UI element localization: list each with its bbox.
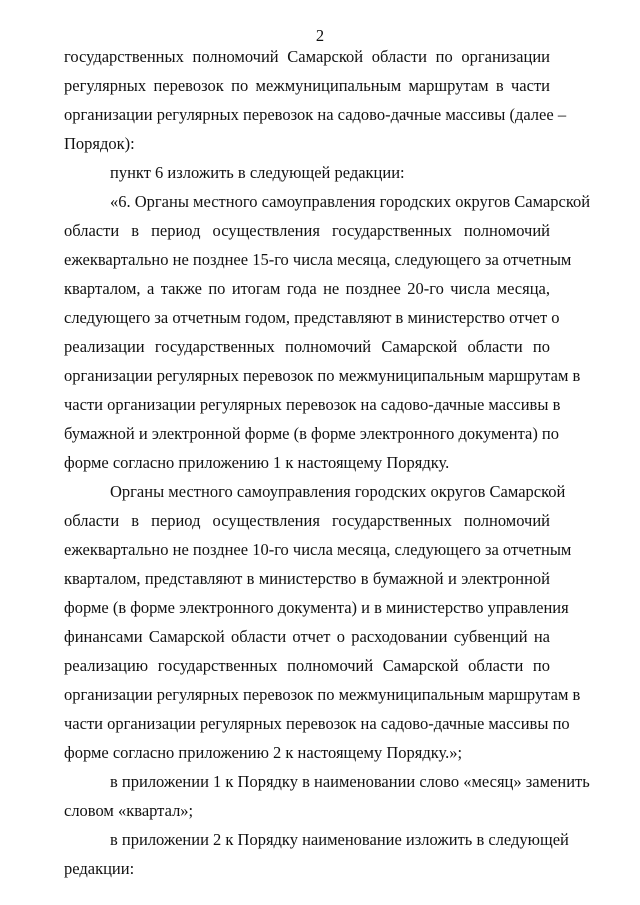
text-line: Порядок): [64,134,135,153]
text-line: редакции: [64,859,135,878]
text-line: форме согласно приложению 2 к настоящему Порядку.»; [64,743,463,762]
text-line: организации регулярных перевозок на садово-дачные массивы (далее – [64,105,567,124]
text-line: части организации регулярных перевозок на садово-дачные массивы по [64,714,570,733]
text-line: области в период осуществления государственных полномочий [64,221,550,240]
text-line: словом «квартал»; [64,801,194,820]
text-line: части организации регулярных перевозок на садово-дачные массивы в [64,395,561,414]
text-line: кварталом, представляют в министерство в бумажной и электронной [64,569,550,588]
text-line: ежеквартально не позднее 10-го числа месяца, следующего за отчетным [64,540,572,559]
text-line: реализации государственных полномочий Самарской области по [64,337,550,356]
text-line: форме согласно приложению 1 к настоящему Порядку. [64,453,450,472]
text-line: организации регулярных перевозок по межмуниципальным маршрутам в [64,685,581,704]
text-line: «6. Органы местного самоуправления городских округов Самарской [110,192,591,211]
text-line: государственных полномочий Самарской области по организации [64,47,550,66]
text-line: пункт 6 изложить в следующей редакции: [110,163,405,182]
page-number: 2 [315,26,325,45]
text-line: регулярных перевозок по межмуниципальным маршрутам в части [64,76,550,95]
text-line: в приложении 2 к Порядку наименование изложить в следующей [110,830,569,849]
text-line: области в период осуществления государственных полномочий [64,511,550,530]
text-line: кварталом, а также по итогам года не позднее 20-го числа месяца, [64,279,550,298]
text-line: реализацию государственных полномочий Самарской области по [64,656,550,675]
text-line: форме (в форме электронного документа) и в министерство управления [64,598,569,617]
text-line: ежеквартально не позднее 15-го числа месяца, следующего за отчетным [64,250,572,269]
text-line: в приложении 1 к Порядку в наименовании слово «месяц» заменить [110,772,590,791]
text-line: следующего за отчетным годом, представляют в министерство отчет о [64,308,560,327]
text-line: бумажной и электронной форме (в форме электронного документа) по [64,424,560,443]
text-line: финансами Самарской области отчет о расходовании субвенций на [64,627,550,646]
text-line: Органы местного самоуправления городских округов Самарской [110,482,566,501]
text-line: организации регулярных перевозок по межмуниципальным маршрутам в [64,366,581,385]
